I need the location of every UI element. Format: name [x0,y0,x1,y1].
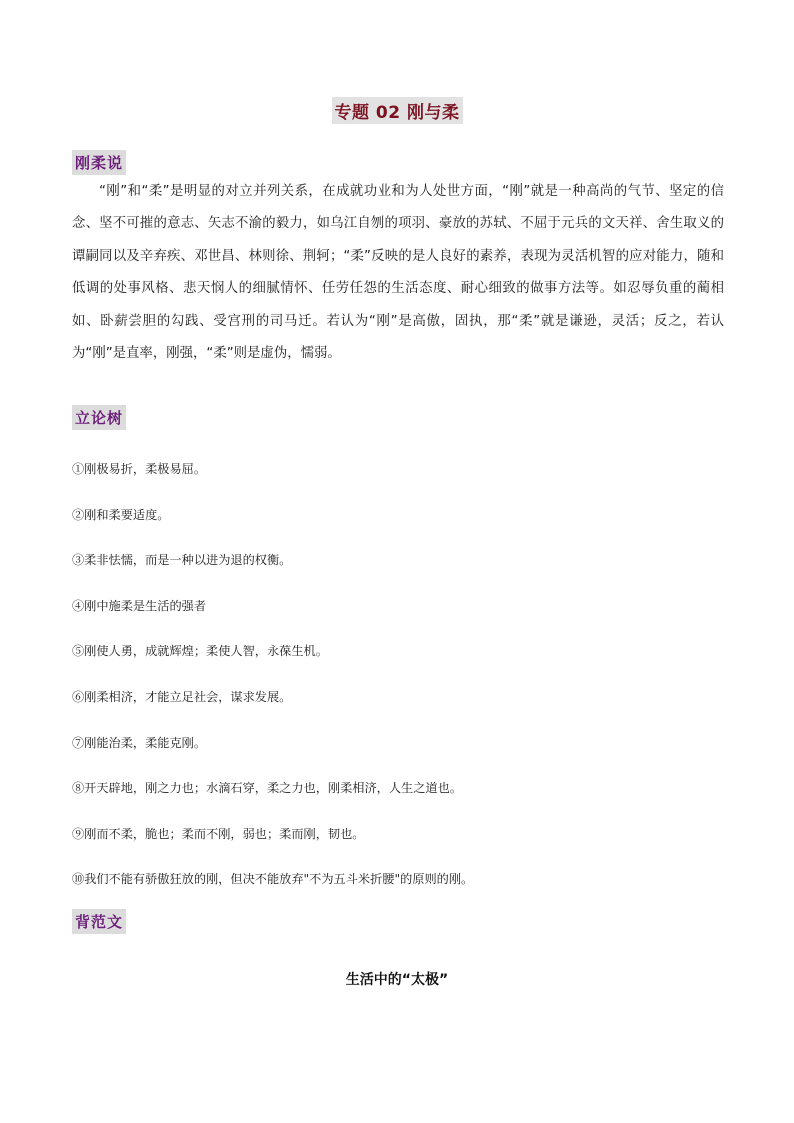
thesis-item: ⑦刚能治柔，柔能克刚。 [72,735,207,750]
thesis-item: ⑥刚柔相济，才能立足社会，谋求发展。 [72,689,292,704]
section-heading-intro: 刚柔说 [72,150,126,175]
document-title-text: 专题 02 刚与柔 [332,97,463,124]
model-essay-title: 生活中的“太极” [345,972,449,988]
intro-paragraph: “刚”和“柔”是明显的对立并列关系，在成就功业和为人处世方面，“刚”就是一种高尚的气节、坚定的信念、坚不可摧的意志、矢志不渝的毅力，如乌江自刎的项羽、豪放的苏轼、不屈于元兵的文天祥、舍生取义的谭嗣同以及辛弃疾、邓世昌、林则徐、荆轲；“柔”反映的是人良好的素养，表现为灵活机智的应对能力，随和低调的处事风格、悲天悯人的细腻情怀、任劳任怨的生活态度、耐心细致的做事方法等。如忍辱负重的蔺相如、卧薪尝胆的勾践、受宫刑的司马迁。若认为“刚”是高傲，固执，那“柔”就是谦逊，灵活；反之，若认为“刚”是直率，刚强，“柔”则是虚伪，懦弱。 [72,184,724,362]
thesis-item: ⑤刚使人勇，成就辉煌；柔使人智，永葆生机。 [72,644,328,659]
thesis-item: ①刚极易折，柔极易屈。 [72,462,207,476]
document-title [0,97,794,124]
thesis-item: ③柔非怯懦，而是一种以进为退的权衡。 [72,553,292,568]
thesis-item: ②刚和柔要适度。 [72,507,170,522]
section-heading-model: 背范文 [72,909,126,934]
thesis-item: ⑧开天辟地，刚之力也；水滴石穿，柔之力也，刚柔相济，人生之道也。 [72,781,462,796]
thesis-item: ④刚中施柔是生活的强者 [72,598,207,613]
thesis-list [72,458,732,914]
thesis-item: ⑩我们不能有骄傲狂放的刚，但决不能放弃"不为五斗米折腰"的原则的刚。 [72,872,474,887]
thesis-item: ⑨刚而不柔，脆也；柔而不刚，弱也；柔而刚，韧也。 [72,826,365,841]
section-heading-thesis: 立论树 [72,405,126,430]
